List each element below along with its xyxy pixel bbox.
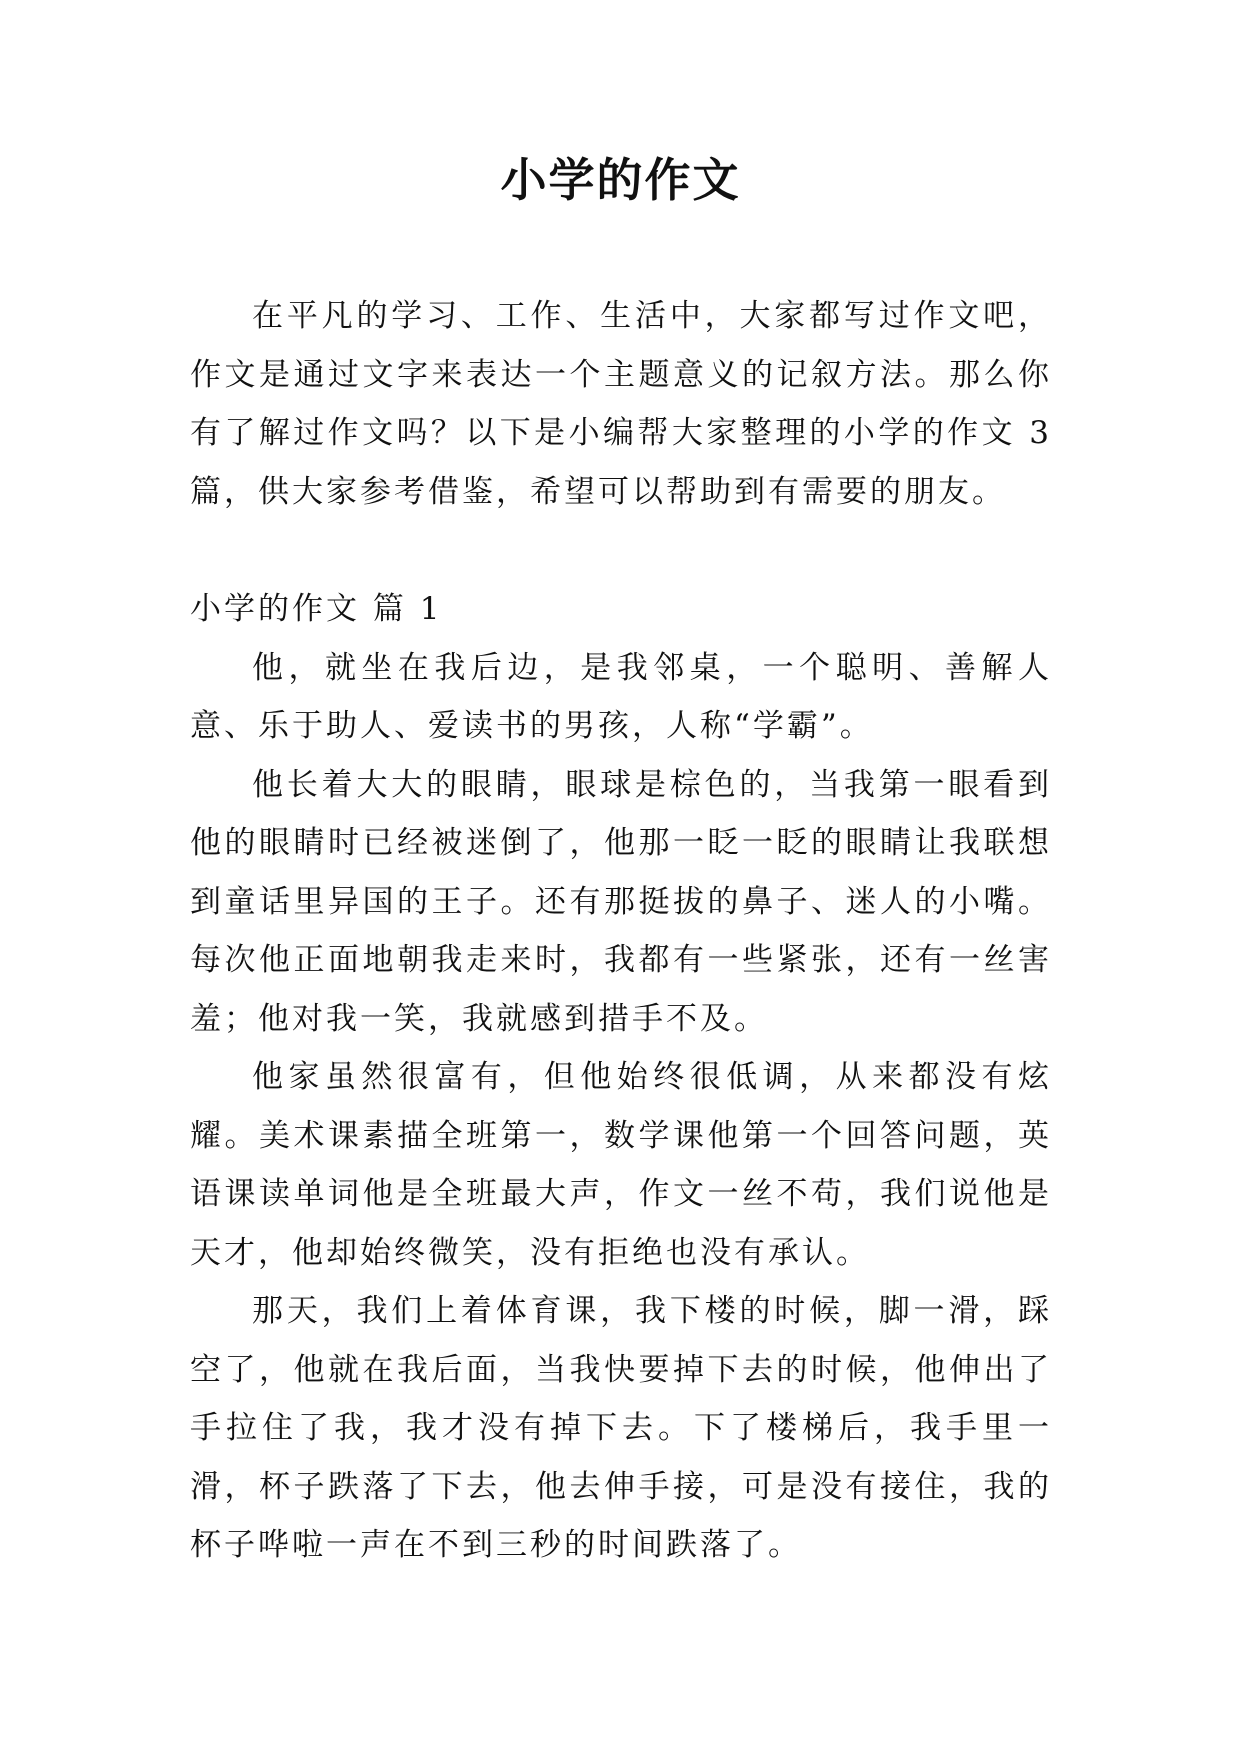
intro-block <box>190 287 1052 521</box>
intro-paragraph: 在平凡的学习、工作、生活中，大家都写过作文吧，作文是通过文字来表达一个主题意义的记叙方法。那么你有了解过作文吗？以下是小编帮大家整理的小学的作文 3 篇，供大家参考借鉴，希望可以帮助到有需要的朋友。 <box>190 298 1052 510</box>
body-paragraph: 那天，我们上着体育课，我下楼的时候，脚一滑，踩空了，他就在我后面，当我快要掉下去的时候，他伸出了手拉住了我，我才没有掉下去。下了楼梯后，我手里一滑，杯子跌落了下去，他去伸手接，可是没有接住，我的杯子哗啦一声在不到三秒的时间跌落了。 <box>190 1293 1052 1563</box>
body-paragraph: 他长着大大的眼睛，眼球是棕色的，当我第一眼看到他的眼睛时已经被迷倒了，他那一眨一眨的眼睛让我联想到童话里异国的王子。还有那挺拔的鼻子、迷人的小嘴。每次他正面地朝我走来时，我都有一些紧张，还有一丝害羞；他对我一笑，我就感到措手不及。 <box>190 766 1052 1037</box>
body-paragraph: 他家虽然很富有，但他始终很低调，从来都没有炫耀。美术课素描全班第一，数学课他第一个回答问题，英语课读单词他是全班最大声，作文一丝不苟，我们说他是天才，他却始终微笑，没有拒绝也没有承认。 <box>190 1059 1052 1271</box>
body-paragraph: 他，就坐在我后边，是我邻桌，一个聪明、善解人意、乐于助人、爱读书的男孩，人称“学霸”。 <box>190 649 1052 744</box>
section-heading: 小学的作文 篇 1 <box>190 591 443 627</box>
document-title: 小学的作文 <box>500 153 741 207</box>
section-1 <box>190 580 1052 1575</box>
